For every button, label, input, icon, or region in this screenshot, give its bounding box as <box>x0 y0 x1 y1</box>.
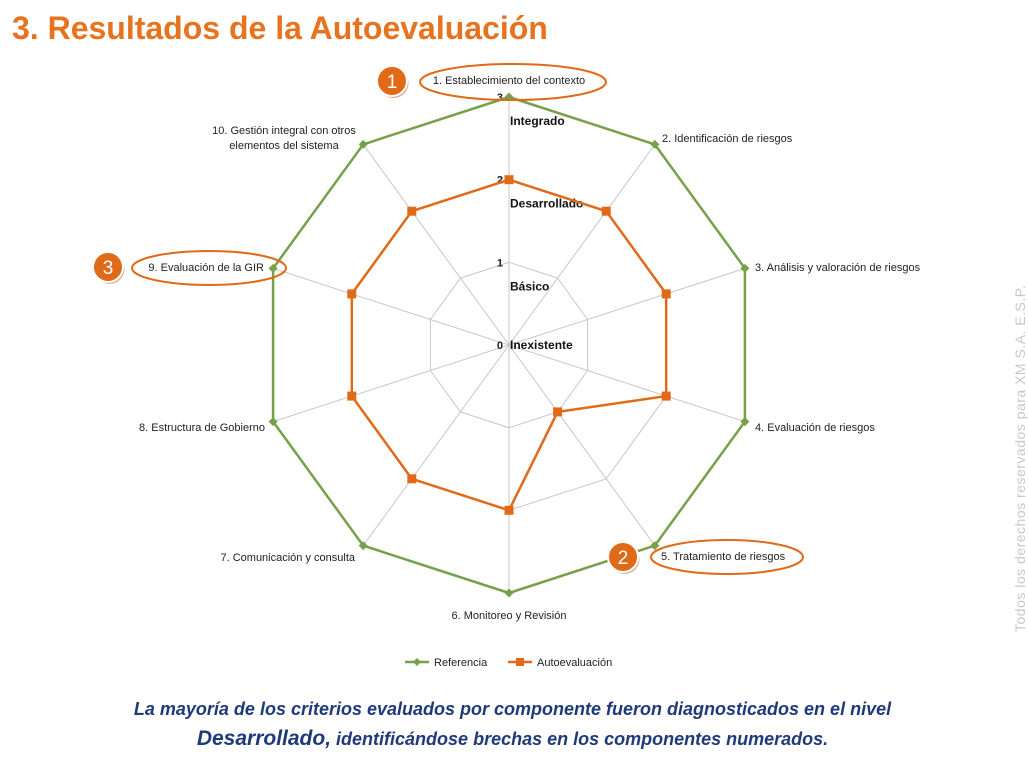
copyright-watermark: Todos los derechos reservados para XM S.A. E.S.P. <box>1012 284 1028 632</box>
data-point <box>407 207 416 216</box>
grid-spoke-8 <box>273 345 509 422</box>
data-point <box>662 289 671 298</box>
axis-label-9: 9. Evaluación de la GIR <box>148 262 264 274</box>
data-point <box>347 289 356 298</box>
axis-label-1: 1. Establecimiento del contexto <box>432 75 586 87</box>
badge-number-3: 3 <box>102 258 114 279</box>
data-point <box>602 207 611 216</box>
chart-legend <box>405 657 612 669</box>
data-point <box>505 506 514 515</box>
tick-label-3: 3 <box>496 92 503 104</box>
grid-spoke-9 <box>273 268 509 345</box>
axis-label-3: 3. Análisis y valoración de riesgos <box>755 262 921 274</box>
axis-label-8: 8. Estructura de Gobierno <box>139 422 265 434</box>
grid-spoke-7 <box>363 345 509 546</box>
level-label-inexistente: Inexistente <box>510 338 573 352</box>
level-label-integrado: Integrado <box>510 114 565 128</box>
slide-title: 3. Resultados de la Autoevaluación <box>12 10 548 46</box>
caption-text-2: identificándose brechas en los componentes numerados. <box>336 729 829 749</box>
grid-spoke-10 <box>363 144 509 345</box>
data-point <box>505 589 514 598</box>
conclusion-caption <box>20 694 1005 754</box>
legend-marker <box>516 658 524 666</box>
caption-text-1: La mayoría de los criterios evaluados por componente fueron diagnosticados en el nivel <box>133 699 892 719</box>
grid-spoke-2 <box>509 144 655 345</box>
grid-spoke-5 <box>509 345 655 546</box>
legend-label-referencia: Referencia <box>434 657 488 669</box>
axis-label-4: 4. Evaluación de riesgos <box>755 422 875 434</box>
tick-label-1: 1 <box>496 257 503 270</box>
axis-label-10: 10. Gestión integral con otros elementos del sistema <box>212 125 356 152</box>
data-point <box>662 392 671 401</box>
grid-spoke-4 <box>509 345 745 422</box>
axis-label-6: 6. Monitoreo y Revisión <box>451 610 567 622</box>
tick-label-2: 2 <box>496 174 503 187</box>
axis-label-5: 5. Tratamiento de riesgos <box>661 551 786 563</box>
axis-label-7: 7. Comunicación y consulta <box>220 552 355 564</box>
level-label-desarrollado: Desarrollado <box>510 196 584 211</box>
badge-number-1: 1 <box>386 72 398 93</box>
data-point <box>553 407 562 416</box>
legend-marker <box>413 658 421 666</box>
legend-label-autoevaluacin: Autoevaluación <box>537 657 613 669</box>
badge-number-2: 2 <box>617 548 629 569</box>
data-point <box>347 392 356 401</box>
data-point <box>505 175 514 184</box>
data-point <box>407 474 416 483</box>
caption-emphasis: Desarrollado, <box>196 727 332 750</box>
level-label-básico: Básico <box>510 279 550 294</box>
axis-label-2: 2. Identificación de riesgos <box>662 133 793 145</box>
tick-label-0: 0 <box>496 340 503 352</box>
